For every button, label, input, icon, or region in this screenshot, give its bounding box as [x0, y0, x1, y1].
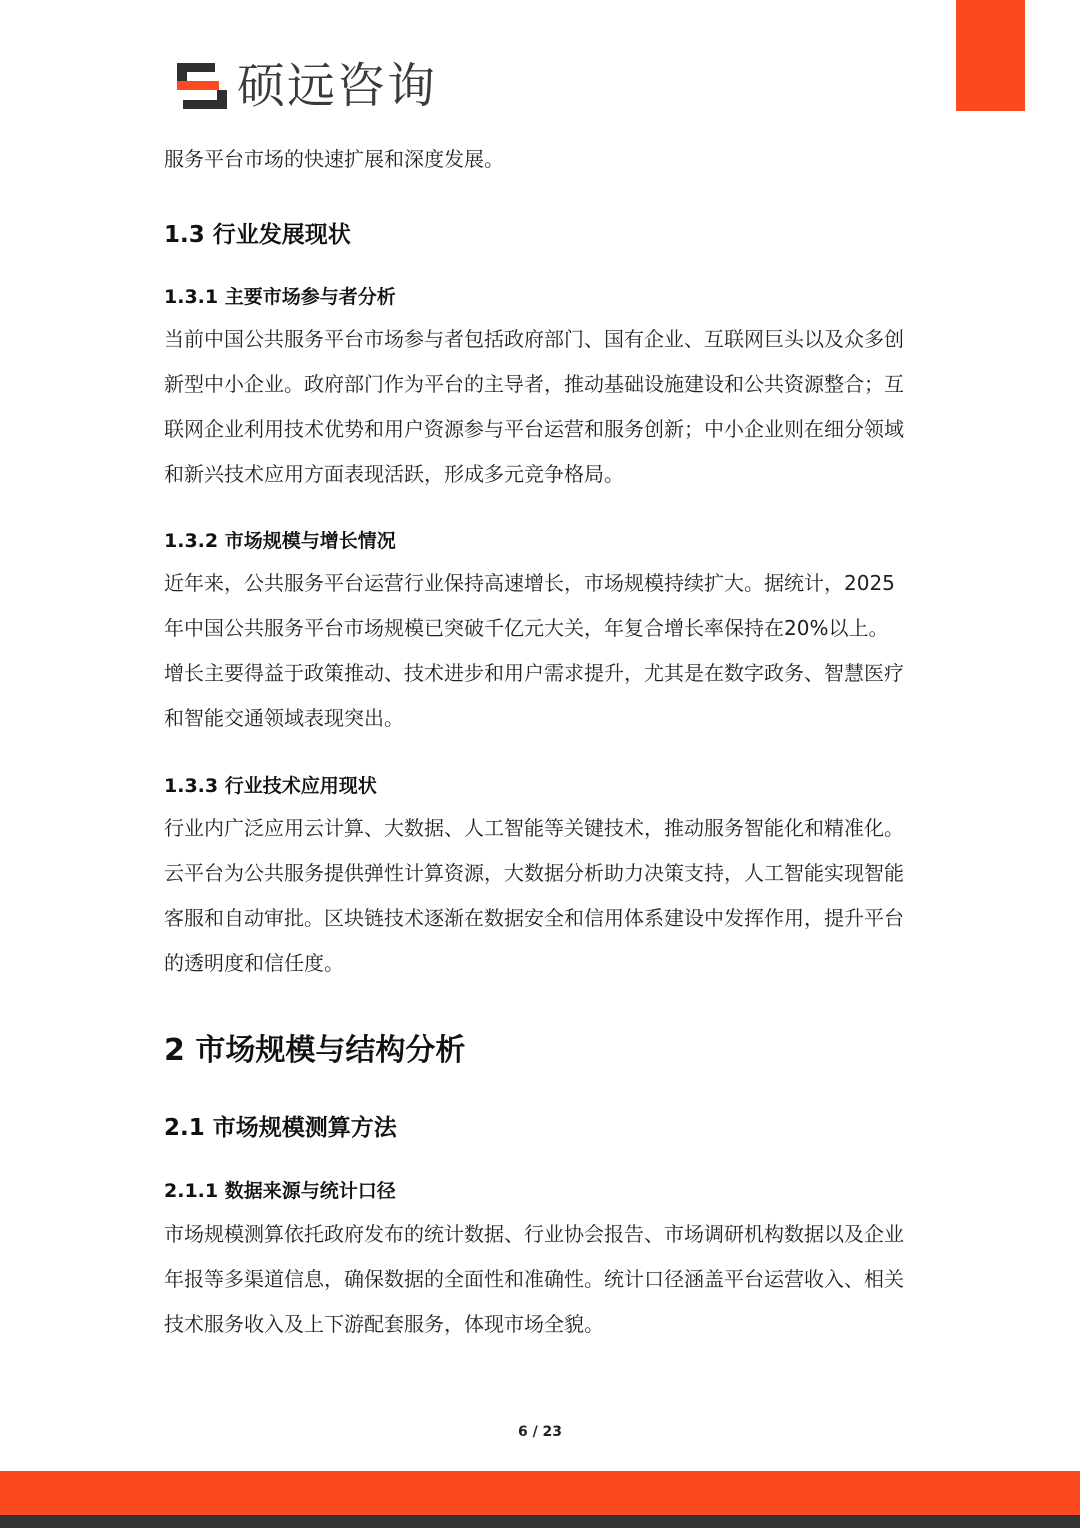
heading-2-1: 2.1 市场规模测算方法	[164, 1115, 397, 1141]
heading-1-3-2: 1.3.2 市场规模与增长情况	[164, 530, 396, 552]
page-number: 6 / 23	[517, 1424, 563, 1440]
heading-1-3: 1.3 行业发展现状	[164, 222, 351, 248]
heading-2-1-1: 2.1.1 数据来源与统计口径	[164, 1180, 396, 1202]
paragraph-1-3-3: 行业内广泛应用云计算、大数据、人工智能等关键技术，推动服务智能化和精准化。云平台为公共服务提供弹性计算资源，大数据分析助力决策支持，人工智能实现智能客服和自动审批。区块链技术逐渐在数据安全和信用体系建设中发挥作用，提升平台的透明度和信任度。	[164, 816, 904, 975]
s-bracket-logo-icon	[175, 61, 229, 111]
intro-paragraph-tail: 服务平台市场的快速扩展和深度发展。	[164, 147, 504, 171]
heading-1-3-3: 1.3.3 行业技术应用现状	[164, 775, 377, 797]
heading-2: 2 市场规模与结构分析	[164, 1033, 466, 1068]
heading-1-3-1: 1.3.1 主要市场参与者分析	[164, 286, 396, 308]
paragraph-2-1-1: 市场规模测算依托政府发布的统计数据、行业协会报告、市场调研机构数据以及企业年报等多渠道信息，确保数据的全面性和准确性。统计口径涵盖平台运营收入、相关技术服务收入及上下游配套服务，体现市场全貌。	[164, 1222, 904, 1336]
footer-dark-line	[0, 1515, 1080, 1528]
paragraph-1-3-2: 近年来，公共服务平台运营行业保持高速增长，市场规模持续扩大。据统计，2025 年中国公共服务平台市场规模已突破千亿元大关，年复合增长率保持在20%以上。增长主要得益于政策推动、技术进步和用户需求提升，尤其是在数字政务、智慧医疗和智能交通领域表现突出。	[164, 571, 904, 730]
brand-name: 硕远咨询	[237, 58, 438, 114]
footer-accent-bar	[0, 1471, 1080, 1515]
corner-accent-tab	[956, 0, 1025, 111]
brand-logo	[175, 58, 437, 114]
paragraph-1-3-1: 当前中国公共服务平台市场参与者包括政府部门、国有企业、互联网巨头以及众多创新型中小企业。政府部门作为平台的主导者，推动基础设施建设和公共资源整合；互联网企业利用技术优势和用户资源参与平台运营和服务创新；中小企业则在细分领域和新兴技术应用方面表现活跃，形成多元竞争格局。	[164, 327, 904, 486]
